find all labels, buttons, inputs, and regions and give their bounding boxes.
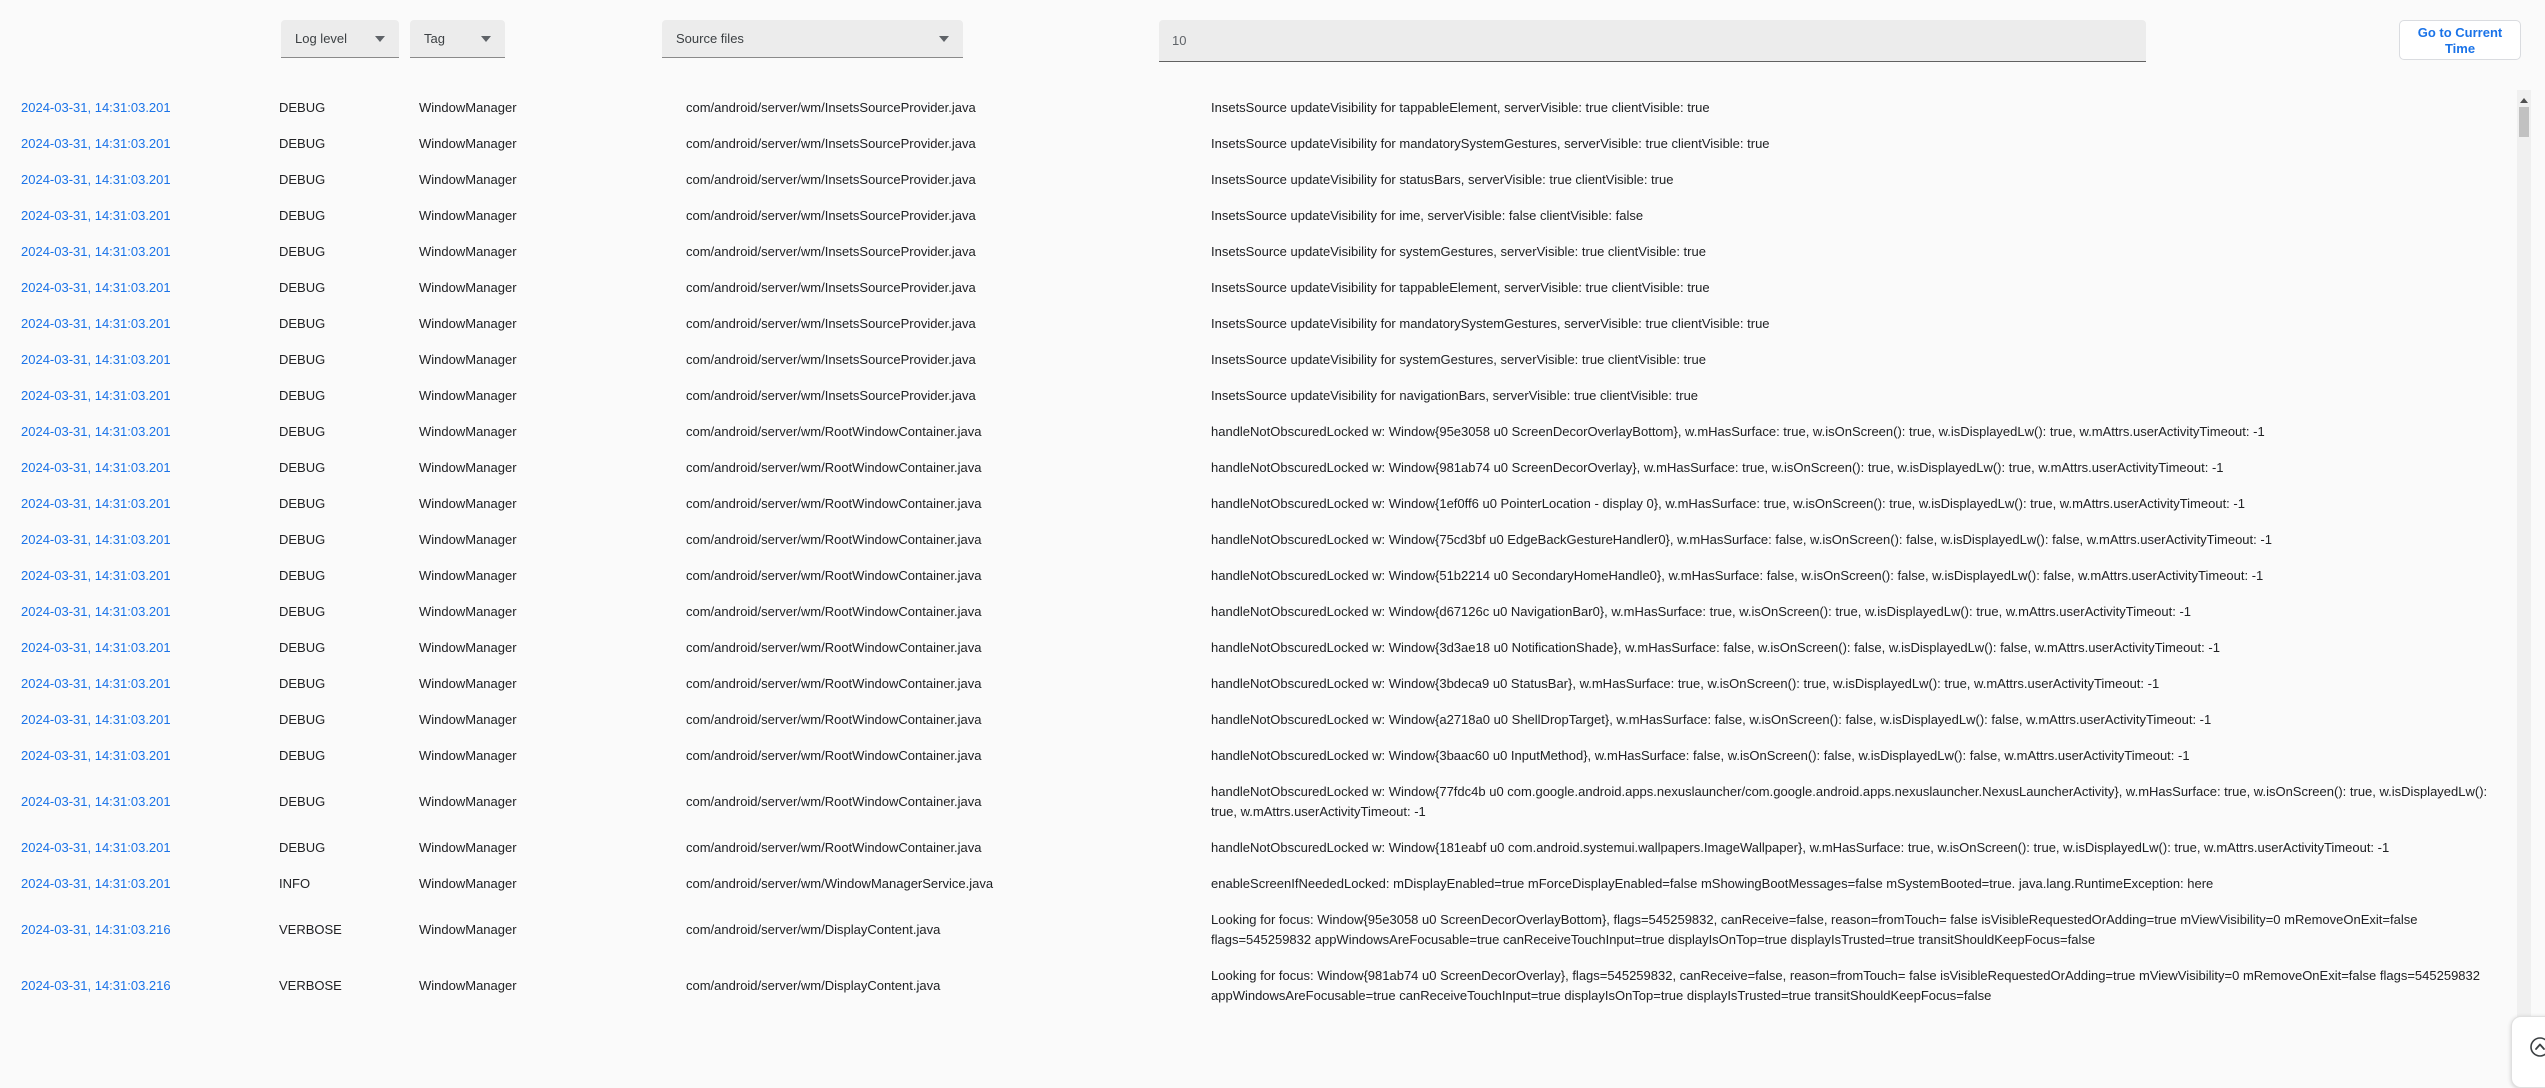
log-message-cell: handleNotObscuredLocked w: Window{3bdeca9 u0 StatusBar}, w.mHasSurface: true, w.isOnScreen(): true, w.isDisplayedLw(): true, w.mAttrs.userActivityTimeout: -1 xyxy=(1211,676,2160,691)
log-tag-cell: WindowManager xyxy=(419,352,517,367)
log-tag-cell: WindowManager xyxy=(419,172,517,187)
log-tag-cell: WindowManager xyxy=(419,208,517,223)
go-to-current-time-button[interactable]: Go to Current Time xyxy=(2399,20,2521,60)
log-message-cell: handleNotObscuredLocked w: Window{d67126c u0 NavigationBar0}, w.mHasSurface: true, w.isOnScreen(): true, w.isDisplayedLw(): true, w.mAttrs.userActivityTimeout: -1 xyxy=(1211,604,2192,619)
log-source-file-cell: com/android/server/wm/RootWindowContainer.java xyxy=(686,424,982,439)
log-row xyxy=(0,162,2530,198)
chevron-up-circle-icon xyxy=(2520,1027,2545,1067)
log-row xyxy=(0,702,2530,738)
log-timestamp-link[interactable]: 2024-03-31, 14:31:03.201 xyxy=(21,460,171,475)
log-tag-cell: WindowManager xyxy=(419,876,517,891)
log-row xyxy=(0,378,2530,414)
log-tag-cell: WindowManager xyxy=(419,424,517,439)
log-message-cell: handleNotObscuredLocked w: Window{3d3ae18 u0 NotificationShade}, w.mHasSurface: false, w.isOnScreen(): false, w.isDisplayedLw(): false, w.mAttrs.userActivityTimeout: -1 xyxy=(1211,640,2220,655)
log-timestamp-link[interactable]: 2024-03-31, 14:31:03.201 xyxy=(21,712,171,727)
log-timestamp-link[interactable]: 2024-03-31, 14:31:03.201 xyxy=(21,794,171,809)
source-files-select-label: Source files xyxy=(676,31,744,46)
scrollbar-thumb[interactable] xyxy=(2519,107,2529,137)
log-message-cell: handleNotObscuredLocked w: Window{3baac60 u0 InputMethod}, w.mHasSurface: false, w.isOnScreen(): false, w.isDisplayedLw(): false, w.mAttrs.userActivityTimeout: -1 xyxy=(1211,748,2190,763)
log-timestamp-link[interactable]: 2024-03-31, 14:31:03.201 xyxy=(21,208,171,223)
log-source-file-cell: com/android/server/wm/InsetsSourceProvider.java xyxy=(686,316,976,331)
source-files-select[interactable] xyxy=(662,20,963,58)
scroll-up-arrow-icon[interactable] xyxy=(2520,98,2528,103)
log-row xyxy=(0,486,2530,522)
log-row xyxy=(0,774,2530,830)
log-source-file-cell: com/android/server/wm/RootWindowContainer.java xyxy=(686,640,982,655)
log-level-cell: DEBUG xyxy=(279,604,326,619)
log-timestamp-link[interactable]: 2024-03-31, 14:31:03.201 xyxy=(21,640,171,655)
log-row xyxy=(0,450,2530,486)
log-level-cell: DEBUG xyxy=(279,676,326,691)
log-tag-cell: WindowManager xyxy=(419,136,517,151)
log-level-cell: DEBUG xyxy=(279,460,326,475)
log-message-cell: handleNotObscuredLocked w: Window{1ef0ff6 u0 PointerLocation - display 0}, w.mHasSurface: true, w.isOnScreen(): true, w.isDisplayedLw(): true, w.mAttrs.userActivityTimeout: -1 xyxy=(1211,496,2245,511)
log-timestamp-link[interactable]: 2024-03-31, 14:31:03.216 xyxy=(21,978,171,993)
log-level-cell: DEBUG xyxy=(279,388,326,403)
log-tag-cell: WindowManager xyxy=(419,840,517,855)
log-tag-cell: WindowManager xyxy=(419,712,517,727)
log-timestamp-link[interactable]: 2024-03-31, 14:31:03.201 xyxy=(21,748,171,763)
log-tag-cell: WindowManager xyxy=(419,244,517,259)
log-message-cell: handleNotObscuredLocked w: Window{75cd3bf u0 EdgeBackGestureHandler0}, w.mHasSurface: false, w.isOnScreen(): false, w.isDisplayedLw(): false, w.mAttrs.userActivityTimeout: -1 xyxy=(1211,532,2272,547)
tag-select-label: Tag xyxy=(424,31,445,46)
log-tag-cell: WindowManager xyxy=(419,568,517,583)
log-level-cell: DEBUG xyxy=(279,496,326,511)
log-source-file-cell: com/android/server/wm/InsetsSourceProvider.java xyxy=(686,244,976,259)
log-message-cell: handleNotObscuredLocked w: Window{981ab74 u0 ScreenDecorOverlay}, w.mHasSurface: true, w.isOnScreen(): true, w.isDisplayedLw(): true, w.mAttrs.userActivityTimeout: -1 xyxy=(1211,460,2224,475)
log-row xyxy=(0,522,2530,558)
log-message-cell: Looking for focus: Window{981ab74 u0 ScreenDecorOverlay}, flags=545259832, canReceive=false, reason=fromTouch= false isVisibleRequestedOrAdding=true mViewVisibility=0 mRemoveOnExit=false flags=545259832 appWindowsAreFocusable=true canReceiveTouchInput=true displayIsOnTop=true displayIsTrusted=true transitShouldKeepFocus=false xyxy=(1211,968,2480,1003)
log-level-cell: DEBUG xyxy=(279,316,326,331)
log-timestamp-link[interactable]: 2024-03-31, 14:31:03.201 xyxy=(21,352,171,367)
log-level-cell: DEBUG xyxy=(279,280,326,295)
log-message-cell: handleNotObscuredLocked w: Window{a2718a0 u0 ShellDropTarget}, w.mHasSurface: false, w.isOnScreen(): false, w.isDisplayedLw(): false, w.mAttrs.userActivityTimeout: -1 xyxy=(1211,712,2212,727)
log-message-cell: InsetsSource updateVisibility for systemGestures, serverVisible: true clientVisible: true xyxy=(1211,244,1706,259)
log-tag-cell: WindowManager xyxy=(419,280,517,295)
log-level-select-label: Log level xyxy=(295,31,348,46)
log-source-file-cell: com/android/server/wm/DisplayContent.java xyxy=(686,978,941,993)
log-tag-cell: WindowManager xyxy=(419,496,517,511)
log-timestamp-link[interactable]: 2024-03-31, 14:31:03.216 xyxy=(21,922,171,937)
log-source-file-cell: com/android/server/wm/InsetsSourceProvider.java xyxy=(686,100,976,115)
log-timestamp-link[interactable]: 2024-03-31, 14:31:03.201 xyxy=(21,676,171,691)
log-row xyxy=(0,902,2530,958)
log-message-cell: handleNotObscuredLocked w: Window{51b2214 u0 SecondaryHomeHandle0}, w.mHasSurface: false, w.isOnScreen(): false, w.isDisplayedLw(): false, w.mAttrs.userActivityTimeout: -1 xyxy=(1211,568,2264,583)
chevron-down-icon xyxy=(939,36,949,42)
log-timestamp-link[interactable]: 2024-03-31, 14:31:03.201 xyxy=(21,100,171,115)
log-timestamp-link[interactable]: 2024-03-31, 14:31:03.201 xyxy=(21,244,171,259)
log-tag-cell: WindowManager xyxy=(419,922,517,937)
log-row xyxy=(0,270,2530,306)
scrollbar[interactable] xyxy=(2517,90,2531,1020)
log-source-file-cell: com/android/server/wm/RootWindowContainer.java xyxy=(686,496,982,511)
log-level-select[interactable] xyxy=(281,20,399,58)
log-level-cell: VERBOSE xyxy=(279,978,342,993)
log-row xyxy=(0,90,2530,126)
log-level-cell: DEBUG xyxy=(279,208,326,223)
log-source-file-cell: com/android/server/wm/InsetsSourceProvider.java xyxy=(686,136,976,151)
log-message-cell: Looking for focus: Window{95e3058 u0 ScreenDecorOverlayBottom}, flags=545259832, canReceive=false, reason=fromTouch= false isVisibleRequestedOrAdding=true mViewVisibility=0 mRemoveOnExit=false flags=545259832 appWindowsAreFocusable=true canReceiveTouchInput=true displayIsOnTop=true displayIsTrusted=true transitShouldKeepFocus=false xyxy=(1211,912,2418,947)
log-message-cell: InsetsSource updateVisibility for statusBars, serverVisible: true clientVisible: true xyxy=(1211,172,1674,187)
log-level-cell: DEBUG xyxy=(279,794,326,809)
log-row xyxy=(0,830,2530,866)
log-source-file-cell: com/android/server/wm/RootWindowContainer.java xyxy=(686,748,982,763)
log-source-file-cell: com/android/server/wm/RootWindowContainer.java xyxy=(686,460,982,475)
log-level-cell: DEBUG xyxy=(279,640,326,655)
log-tag-cell: WindowManager xyxy=(419,640,517,655)
log-timestamp-link[interactable]: 2024-03-31, 14:31:03.201 xyxy=(21,172,171,187)
log-row xyxy=(0,630,2530,666)
log-source-file-cell: com/android/server/wm/RootWindowContainer.java xyxy=(686,568,982,583)
collapse-panel-button[interactable] xyxy=(2511,1016,2545,1088)
log-level-cell: DEBUG xyxy=(279,424,326,439)
log-message-cell: InsetsSource updateVisibility for mandatorySystemGestures, serverVisible: true clientVisible: true xyxy=(1211,136,1770,151)
log-message-cell: handleNotObscuredLocked w: Window{77fdc4b u0 com.google.android.apps.nexuslauncher/com.google.android.apps.nexuslauncher.NexusLauncherActivity}, w.mHasSurface: true, w.isOnScreen(): true, w.isDisplayedLw(): true, w.mAttrs.userActivityTimeout: -1 xyxy=(1211,784,2488,819)
log-message-cell: InsetsSource updateVisibility for systemGestures, serverVisible: true clientVisible: true xyxy=(1211,352,1706,367)
log-timestamp-link[interactable]: 2024-03-31, 14:31:03.201 xyxy=(21,136,171,151)
chevron-down-icon xyxy=(481,36,491,42)
log-tag-cell: WindowManager xyxy=(419,100,517,115)
log-timestamp-link[interactable]: 2024-03-31, 14:31:03.201 xyxy=(21,568,171,583)
log-source-file-cell: com/android/server/wm/InsetsSourceProvider.java xyxy=(686,208,976,223)
log-tag-cell: WindowManager xyxy=(419,316,517,331)
log-level-cell: DEBUG xyxy=(279,172,326,187)
log-tag-cell: WindowManager xyxy=(419,388,517,403)
log-rows xyxy=(0,90,2530,1014)
log-row xyxy=(0,198,2530,234)
log-row xyxy=(0,558,2530,594)
log-row xyxy=(0,958,2530,1014)
log-timestamp-link[interactable]: 2024-03-31, 14:31:03.201 xyxy=(21,388,171,403)
log-level-cell: INFO xyxy=(279,876,311,891)
log-level-cell: DEBUG xyxy=(279,840,326,855)
log-row xyxy=(0,866,2530,902)
log-message-cell: InsetsSource updateVisibility for mandatorySystemGestures, serverVisible: true clientVisible: true xyxy=(1211,316,1770,331)
tag-select[interactable] xyxy=(410,20,505,58)
log-level-cell: DEBUG xyxy=(279,568,326,583)
log-message-cell: handleNotObscuredLocked w: Window{95e3058 u0 ScreenDecorOverlayBottom}, w.mHasSurface: true, w.isOnScreen(): true, w.isDisplayedLw(): true, w.mAttrs.userActivityTimeout: -1 xyxy=(1211,424,2265,439)
log-timestamp-link[interactable]: 2024-03-31, 14:31:03.201 xyxy=(21,280,171,295)
log-table xyxy=(0,90,2530,1014)
log-tag-cell: WindowManager xyxy=(419,532,517,547)
log-level-cell: DEBUG xyxy=(279,136,326,151)
log-source-file-cell: com/android/server/wm/InsetsSourceProvider.java xyxy=(686,172,976,187)
log-message-cell: enableScreenIfNeededLocked: mDisplayEnabled=true mForceDisplayEnabled=false mShowingBootMessages=false mSystemBooted=true. java.lang.RuntimeException: here xyxy=(1211,876,2214,891)
log-timestamp-link[interactable]: 2024-03-31, 14:31:03.201 xyxy=(21,316,171,331)
log-row xyxy=(0,414,2530,450)
log-tag-cell: WindowManager xyxy=(419,978,517,993)
log-level-cell: DEBUG xyxy=(279,244,326,259)
log-row xyxy=(0,306,2530,342)
log-source-file-cell: com/android/server/wm/DisplayContent.java xyxy=(686,922,941,937)
log-level-cell: DEBUG xyxy=(279,712,326,727)
log-level-cell: DEBUG xyxy=(279,352,326,367)
search-input[interactable] xyxy=(1159,20,2146,62)
log-source-file-cell: com/android/server/wm/RootWindowContainer.java xyxy=(686,532,982,547)
log-timestamp-link[interactable]: 2024-03-31, 14:31:03.201 xyxy=(21,840,171,855)
log-source-file-cell: com/android/server/wm/InsetsSourceProvider.java xyxy=(686,280,976,295)
log-message-cell: handleNotObscuredLocked w: Window{181eabf u0 com.android.systemui.wallpapers.ImageWallpaper}, w.mHasSurface: true, w.isOnScreen(): true, w.isDisplayedLw(): true, w.mAttrs.userActivityTimeout: -1 xyxy=(1211,840,2390,855)
log-timestamp-link[interactable]: 2024-03-31, 14:31:03.201 xyxy=(21,604,171,619)
log-timestamp-link[interactable]: 2024-03-31, 14:31:03.201 xyxy=(21,424,171,439)
log-row xyxy=(0,594,2530,630)
log-row xyxy=(0,342,2530,378)
log-tag-cell: WindowManager xyxy=(419,460,517,475)
log-row xyxy=(0,126,2530,162)
log-source-file-cell: com/android/server/wm/RootWindowContainer.java xyxy=(686,840,982,855)
log-message-cell: InsetsSource updateVisibility for tappableElement, serverVisible: true clientVisible: true xyxy=(1211,100,1710,115)
log-tag-cell: WindowManager xyxy=(419,604,517,619)
log-row xyxy=(0,234,2530,270)
log-message-cell: InsetsSource updateVisibility for ime, serverVisible: false clientVisible: false xyxy=(1211,208,1644,223)
filter-bar xyxy=(0,0,2545,90)
log-source-file-cell: com/android/server/wm/RootWindowContainer.java xyxy=(686,794,982,809)
log-row xyxy=(0,738,2530,774)
log-tag-cell: WindowManager xyxy=(419,676,517,691)
log-source-file-cell: com/android/server/wm/InsetsSourceProvider.java xyxy=(686,388,976,403)
log-source-file-cell: com/android/server/wm/RootWindowContainer.java xyxy=(686,712,982,727)
log-row xyxy=(0,666,2530,702)
log-source-file-cell: com/android/server/wm/WindowManagerService.java xyxy=(686,876,994,891)
log-tag-cell: WindowManager xyxy=(419,748,517,763)
log-message-cell: InsetsSource updateVisibility for navigationBars, serverVisible: true clientVisible: true xyxy=(1211,388,1699,403)
chevron-down-icon xyxy=(375,36,385,42)
log-timestamp-link[interactable]: 2024-03-31, 14:31:03.201 xyxy=(21,496,171,511)
log-timestamp-link[interactable]: 2024-03-31, 14:31:03.201 xyxy=(21,876,171,891)
log-level-cell: VERBOSE xyxy=(279,922,342,937)
log-level-cell: DEBUG xyxy=(279,532,326,547)
log-source-file-cell: com/android/server/wm/RootWindowContainer.java xyxy=(686,676,982,691)
log-source-file-cell: com/android/server/wm/RootWindowContainer.java xyxy=(686,604,982,619)
log-tag-cell: WindowManager xyxy=(419,794,517,809)
log-level-cell: DEBUG xyxy=(279,100,326,115)
log-message-cell: InsetsSource updateVisibility for tappableElement, serverVisible: true clientVisible: true xyxy=(1211,280,1710,295)
log-level-cell: DEBUG xyxy=(279,748,326,763)
log-source-file-cell: com/android/server/wm/InsetsSourceProvider.java xyxy=(686,352,976,367)
log-timestamp-link[interactable]: 2024-03-31, 14:31:03.201 xyxy=(21,532,171,547)
